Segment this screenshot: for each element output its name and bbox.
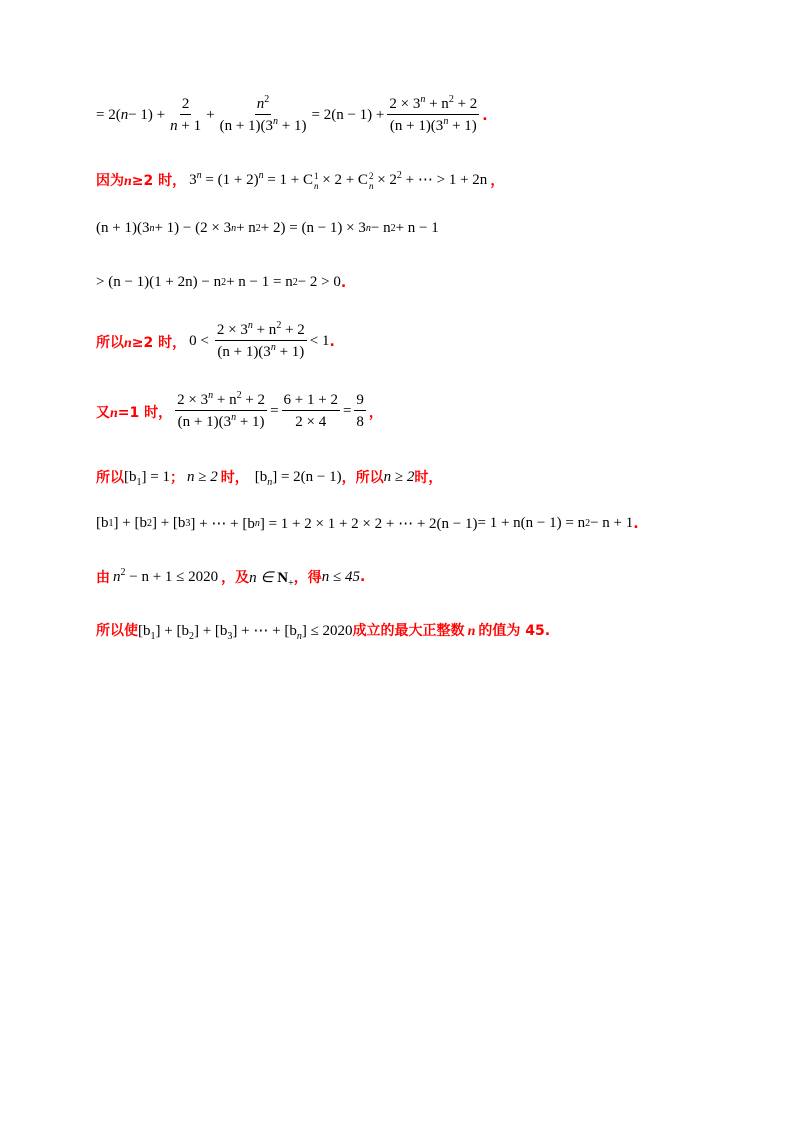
eq-text: + bbox=[206, 107, 215, 123]
equation-line-8: [b 1 ] + [b 2 ] + [b 3 ] + ⋯ + [b n ] = 1 + 2 × 1 + 2 × 2 + ⋯ + 2(n − 1) = 1 + n(n − 1) = n 2 − n + 1 . bbox=[96, 515, 639, 532]
eq-text: × 2 + C bbox=[318, 172, 368, 188]
subscript: 1 bbox=[136, 476, 142, 488]
red-text: 所以 bbox=[96, 470, 124, 486]
eq-text: − n + 1 bbox=[590, 515, 634, 531]
eq-text: + 2 bbox=[453, 96, 478, 112]
eq-text: ] = 1 bbox=[141, 468, 170, 485]
eq-text: (n + 1)(3 bbox=[96, 220, 150, 236]
fraction-denominator bbox=[176, 411, 267, 431]
eq-text: + 1) bbox=[448, 118, 477, 134]
exponent: 2 bbox=[236, 390, 242, 401]
red-text-part: 因为 bbox=[96, 173, 124, 190]
red-text: ，及 bbox=[221, 570, 250, 586]
binomial-expansion bbox=[186, 170, 490, 191]
eq-text: ] + [b bbox=[151, 515, 186, 531]
red-text-part: 成立的最大正整数 bbox=[352, 623, 465, 639]
eq-text: + ⋯ > 1 + 2n bbox=[401, 172, 488, 188]
red-var: n bbox=[124, 335, 132, 351]
eq-text: 3 bbox=[189, 172, 197, 188]
red-text-part: ≥2 时， bbox=[131, 173, 187, 190]
eq-text: + n − 1 = n bbox=[226, 274, 293, 290]
red-text: 时， bbox=[220, 470, 249, 486]
red-text: ，得 bbox=[293, 570, 322, 586]
fraction-denominator: 8 bbox=[356, 414, 364, 430]
eq-text: < 1 bbox=[309, 333, 330, 349]
exponent: n bbox=[247, 320, 253, 331]
eq-text: + n bbox=[236, 220, 256, 236]
eq-bracket-sum bbox=[138, 621, 353, 640]
fraction-numerator bbox=[387, 96, 479, 115]
fraction-denominator bbox=[168, 115, 203, 135]
eq-text: 2 × 3 bbox=[177, 392, 209, 408]
eq-text: ] + [b bbox=[193, 622, 228, 639]
red-text-part: =1 时， bbox=[117, 404, 173, 421]
text-line-7 bbox=[96, 467, 442, 487]
comb-sub: n bbox=[368, 180, 374, 191]
eq-text: 0 < bbox=[189, 333, 209, 349]
fraction-numerator: 9 bbox=[354, 392, 366, 411]
fraction-denominator bbox=[388, 115, 479, 135]
eq-text: ] = 2(n − 1) bbox=[272, 468, 342, 485]
fraction-numerator bbox=[175, 392, 267, 411]
red-var: n bbox=[124, 174, 132, 190]
fraction-numerator bbox=[215, 322, 307, 341]
fraction-numerator: 2 bbox=[180, 96, 192, 115]
text-line-9 bbox=[96, 567, 365, 587]
eq-text: ] ≤ 2020 bbox=[301, 622, 353, 639]
exponent: n bbox=[270, 342, 276, 353]
eq-bracket-b1 bbox=[124, 469, 170, 486]
red-text bbox=[96, 170, 186, 190]
equation-line-3: (n + 1)(3 n + 1) − (2 × 3 n + n 2 + 2) = (n − 1) × 3 n − n 2 + n − 1 bbox=[96, 220, 439, 236]
eq-text: = 2(n − 1) + bbox=[311, 107, 385, 123]
eq-bracket-bn bbox=[255, 469, 342, 486]
exponent: n bbox=[420, 94, 426, 105]
eq-text: = bbox=[342, 403, 352, 419]
eq-text: + 2 bbox=[241, 392, 266, 408]
exponent: 2 bbox=[276, 320, 282, 331]
red-text bbox=[96, 402, 172, 422]
eq-text: [b bbox=[138, 622, 151, 639]
red-var: n bbox=[467, 624, 476, 639]
fraction-numerator: 6 + 1 + 2 bbox=[282, 392, 340, 411]
exponent: n bbox=[208, 390, 214, 401]
subscript: + bbox=[288, 577, 294, 589]
eq-text: + n − 1 bbox=[395, 220, 439, 236]
eq-text: (n + 1)(3 bbox=[219, 118, 274, 134]
eq-text: n ≤ 45 bbox=[321, 568, 360, 585]
eq-text: [b bbox=[124, 468, 137, 485]
eq-text: + 2) = (n − 1) × 3 bbox=[260, 220, 366, 236]
red-text: ，所以 bbox=[341, 470, 384, 486]
fraction bbox=[387, 96, 479, 135]
eq-text: 2 × 3 bbox=[216, 322, 248, 338]
eq-text: n ≥ 2 bbox=[383, 468, 415, 485]
fraction bbox=[354, 392, 366, 431]
comb-sup: 2 bbox=[368, 170, 374, 181]
eq-text: [b bbox=[96, 515, 109, 531]
red-text-part: ≥2 时， bbox=[131, 334, 187, 351]
eq-inequality bbox=[110, 566, 221, 586]
fraction-denominator: 2 × 4 bbox=[295, 414, 327, 430]
subscript: n bbox=[267, 476, 273, 488]
red-punct: . bbox=[329, 333, 335, 350]
eq-text: (n + 1)(3 bbox=[389, 118, 444, 134]
fraction-numerator bbox=[255, 96, 272, 115]
eq-text: (n + 1)(3 bbox=[177, 414, 232, 430]
red-text bbox=[353, 620, 550, 640]
eq-text: n ∈ bbox=[249, 569, 278, 586]
fraction bbox=[175, 392, 267, 431]
eq-text: (n + 1)(3 bbox=[217, 344, 271, 360]
eq-text: + 2 bbox=[281, 322, 305, 338]
text-line-2 bbox=[96, 170, 504, 191]
red-punct: ， bbox=[368, 404, 383, 421]
eq-text: + 1) bbox=[236, 414, 265, 430]
red-punct: . bbox=[633, 515, 639, 532]
eq-text: − n bbox=[370, 220, 391, 236]
eq-text: − n + 1 ≤ 2020 bbox=[125, 568, 219, 585]
subscript: 3 bbox=[227, 630, 233, 642]
red-punct: . bbox=[340, 274, 347, 291]
eq-text: + n bbox=[252, 322, 277, 338]
eq-text: + 1) bbox=[278, 118, 307, 134]
subscript: 2 bbox=[188, 630, 194, 642]
red-punct: . bbox=[482, 107, 488, 124]
red-punct: ， bbox=[490, 173, 505, 190]
eq-text: + n bbox=[425, 96, 449, 112]
red-text-part: 的值为 45. bbox=[478, 623, 551, 639]
eq-text: [b bbox=[254, 468, 268, 485]
eq-text: ] + ⋯ + [b bbox=[232, 622, 297, 639]
eq-text: × 2 bbox=[373, 172, 397, 188]
eq-text: = 2( bbox=[96, 107, 121, 123]
fraction bbox=[168, 96, 203, 135]
exponent: n bbox=[443, 116, 449, 127]
red-text-part: 又 bbox=[96, 404, 110, 421]
text-line-5 bbox=[96, 322, 335, 361]
comb-sub: n bbox=[314, 180, 319, 191]
eq-text: ] + [b bbox=[113, 515, 147, 531]
red-text bbox=[96, 332, 186, 352]
exponent: 2 bbox=[448, 94, 454, 105]
eq-var: n bbox=[256, 96, 265, 112]
eq-text: − 1) + bbox=[128, 107, 166, 123]
eq-text: ] = 1 + 2 × 1 + 2 × 2 + ⋯ + 2(n − 1) bbox=[259, 516, 478, 532]
eq-var: n bbox=[170, 118, 178, 134]
fraction-denominator bbox=[218, 115, 309, 135]
eq-text: + 1) bbox=[275, 344, 305, 360]
eq-text: + 1) − (2 × 3 bbox=[154, 220, 232, 236]
red-text: ； bbox=[169, 470, 184, 486]
exponent: n bbox=[231, 412, 237, 423]
eq-text: = 1 + C bbox=[263, 172, 314, 188]
subscript: 1 bbox=[150, 630, 156, 642]
red-text-part: 所以 bbox=[96, 334, 124, 351]
red-var: n bbox=[110, 405, 118, 421]
exponent: n bbox=[196, 170, 202, 181]
eq-text: + n bbox=[213, 392, 237, 408]
fraction-denominator bbox=[215, 341, 306, 361]
eq-text: = 1 + n(n − 1) = n bbox=[477, 515, 586, 531]
eq-text: + 1 bbox=[177, 118, 202, 134]
exponent: n bbox=[258, 170, 264, 181]
eq-var: n bbox=[113, 568, 121, 585]
eq-text: 2 × 3 bbox=[389, 96, 421, 112]
natural-numbers-symbol: N bbox=[277, 569, 289, 586]
red-text: 所以使 bbox=[96, 623, 138, 639]
eq-text: ] + ⋯ + [b bbox=[190, 516, 255, 532]
eq-text: n ≥ 2 bbox=[186, 468, 218, 485]
fraction bbox=[215, 322, 307, 361]
eq-text: > (n − 1)(1 + 2n) − n bbox=[96, 274, 222, 290]
comb-sup: 1 bbox=[314, 170, 319, 181]
exponent: n bbox=[273, 116, 279, 127]
eq-text: ] + [b bbox=[155, 622, 189, 639]
fraction bbox=[218, 96, 309, 135]
red-text: 由 bbox=[96, 570, 110, 586]
fraction bbox=[282, 392, 340, 431]
text-line-6 bbox=[96, 392, 383, 431]
red-punct: . bbox=[359, 569, 366, 585]
equation-line-1 bbox=[96, 96, 488, 135]
exponent: 2 bbox=[120, 566, 126, 578]
text-line-10 bbox=[96, 620, 550, 640]
exponent: 2 bbox=[396, 170, 402, 181]
red-text: 时， bbox=[414, 470, 443, 486]
eq-set-membership bbox=[249, 568, 294, 587]
eq-text: = bbox=[270, 403, 279, 419]
exponent: 2 bbox=[264, 94, 270, 105]
subscript: n bbox=[296, 630, 302, 642]
eq-text: − 2 > 0 bbox=[297, 274, 341, 290]
equation-line-4: > (n − 1)(1 + 2n) − n 2 + n − 1 = n 2 − 2 > 0 . bbox=[96, 274, 347, 291]
eq-text: = (1 + 2) bbox=[201, 172, 259, 188]
eq-var: n bbox=[120, 107, 129, 123]
